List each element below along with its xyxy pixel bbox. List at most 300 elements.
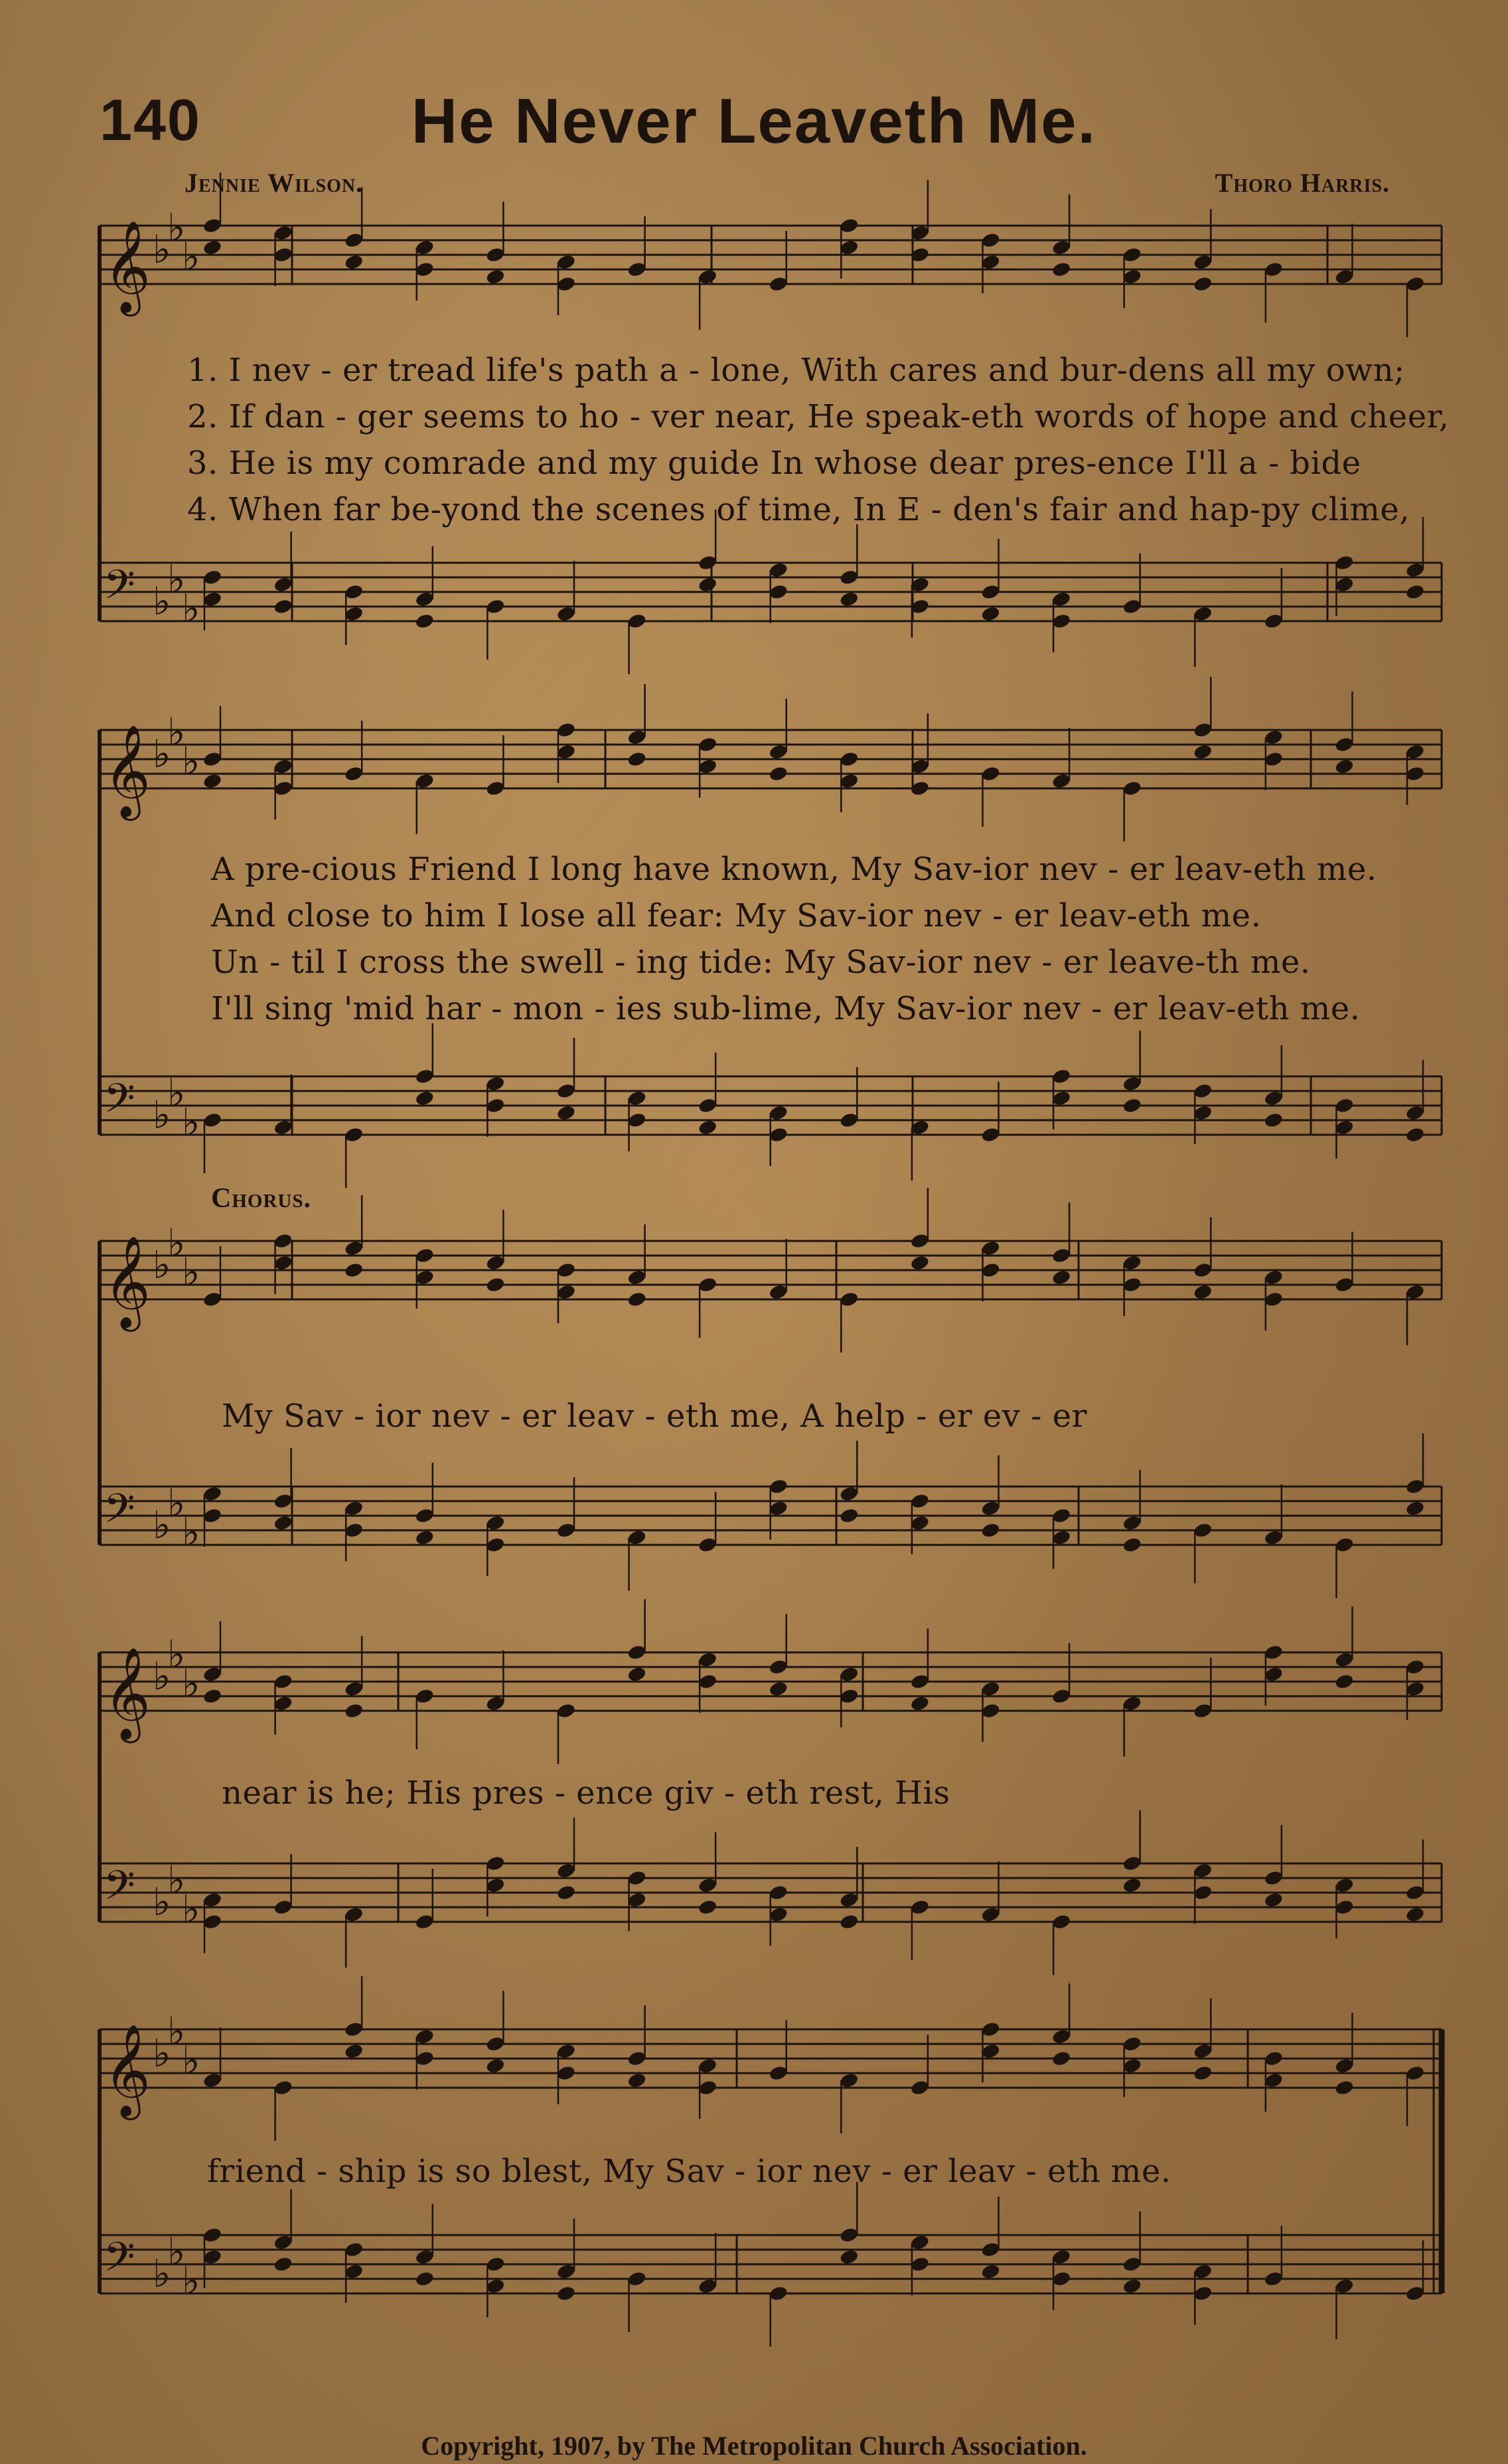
note-head: [1122, 2256, 1142, 2273]
verse-lyric-line: 1. I nev - er tread life's path a - lone, With cares and bur-dens all my own;: [187, 352, 1405, 389]
note-head: [698, 1877, 718, 1894]
note-head: [1193, 721, 1213, 739]
note-head: [910, 1695, 931, 1712]
note-head: [1051, 772, 1072, 790]
bass-clef-icon: 𝄢: [104, 561, 135, 618]
flat-icon: ♭: [167, 1070, 186, 1116]
flat-icon: ♭: [153, 227, 171, 272]
note-head: [1193, 2285, 1213, 2302]
note-head: [1334, 576, 1355, 593]
note-head: [485, 246, 506, 263]
note-head: [414, 239, 435, 256]
note-head: [485, 1276, 506, 1293]
flat-icon: ♭: [182, 1510, 200, 1555]
note-head: [1405, 1658, 1426, 1676]
note-head: [627, 1090, 647, 1107]
note-head: [1051, 261, 1072, 278]
note-head: [1051, 1529, 1072, 1546]
flat-icon: ♭: [153, 579, 171, 624]
note-head: [202, 217, 223, 234]
note-head: [556, 1283, 577, 1301]
note-head: [910, 1254, 931, 1271]
note-head: [1264, 261, 1284, 278]
note-head: [980, 1240, 1001, 1257]
note-head: [980, 2021, 1001, 2038]
note-head: [414, 2028, 435, 2045]
bass-clef-icon: 𝄢: [104, 1075, 135, 1132]
note-head: [202, 1891, 223, 1909]
note-head: [768, 765, 789, 782]
note-head: [273, 1899, 293, 1916]
note-head: [273, 2079, 293, 2096]
bass-clef-icon: 𝄢: [104, 2234, 135, 2291]
note-head: [414, 2270, 435, 2287]
note-head: [344, 2043, 364, 2060]
flat-icon: ♭: [167, 1632, 186, 1677]
note-head: [485, 598, 506, 615]
verse-lyric-line: And close to him I lose all fear: My Sav-ior nev - er leav-eth me.: [211, 897, 1262, 934]
flat-icon: ♭: [153, 2031, 171, 2076]
note-head: [980, 1680, 1001, 1698]
note-head: [839, 1688, 860, 1705]
flat-icon: ♭: [153, 1502, 171, 1548]
note-head: [627, 1644, 647, 1661]
note-head: [627, 2050, 647, 2067]
note-head: [1405, 1283, 1426, 1301]
note-head: [1051, 1688, 1072, 1705]
note-head: [273, 598, 293, 615]
note-head: [980, 2263, 1001, 2280]
note-head: [627, 751, 647, 768]
bass-clef-icon: 𝄢: [104, 1485, 135, 1542]
note-head: [768, 275, 789, 293]
note-head: [1051, 1913, 1072, 1930]
note-head: [1122, 1097, 1142, 1114]
note-head: [627, 1869, 647, 1887]
flat-icon: ♭: [182, 1887, 200, 1932]
flat-icon: ♭: [167, 1220, 186, 1266]
note-head: [1264, 1112, 1284, 1129]
note-head: [273, 1254, 293, 1271]
note-head: [1051, 1247, 1072, 1264]
note-head: [1264, 2072, 1284, 2089]
verse-lyric-line: Un - til I cross the swell - ing tide: My Sav-ior nev - er leave-th me.: [211, 944, 1311, 981]
flat-icon: ♭: [153, 731, 171, 776]
note-head: [1193, 1104, 1213, 1122]
note-head: [768, 743, 789, 761]
note-head: [980, 1500, 1001, 1517]
note-head: [839, 569, 860, 586]
note-head: [839, 772, 860, 790]
note-head: [698, 736, 718, 753]
note-head: [980, 1522, 1001, 1539]
chorus-label: Chorus.: [211, 1183, 311, 1214]
note-head: [414, 1090, 435, 1107]
lyricist-credit: Jennie Wilson.: [185, 168, 364, 198]
note-head: [1405, 743, 1426, 761]
note-head: [273, 2256, 293, 2273]
note-head: [1051, 2028, 1072, 2045]
note-head: [980, 232, 1001, 249]
note-head: [1122, 598, 1142, 615]
flat-icon: ♭: [182, 2258, 200, 2303]
note-head: [1264, 751, 1284, 768]
note-head: [627, 613, 647, 630]
note-head: [485, 1075, 506, 1092]
note-head: [910, 2256, 931, 2273]
flat-icon: ♭: [153, 1654, 171, 1699]
note-head: [344, 2241, 364, 2258]
note-head: [202, 2072, 223, 2089]
note-head: [910, 1492, 931, 1510]
note-head: [768, 1680, 789, 1698]
note-head: [273, 1673, 293, 1690]
note-head: [414, 1688, 435, 1705]
note-head: [1122, 2057, 1142, 2074]
note-head: [414, 1913, 435, 1930]
treble-clef-icon: 𝄞: [104, 2024, 151, 2116]
note-head: [698, 758, 718, 775]
note-head: [414, 591, 435, 608]
hymn-title: He Never Leaveth Me.: [411, 86, 1097, 157]
note-head: [1193, 2043, 1213, 2060]
note-head: [627, 729, 647, 746]
note-head: [414, 772, 435, 790]
note-head: [485, 1695, 506, 1712]
note-head: [485, 1097, 506, 1114]
note-head: [485, 1254, 506, 1271]
note-head: [344, 1126, 364, 1143]
note-head: [273, 1119, 293, 1136]
note-head: [1264, 1891, 1284, 1909]
note-head: [698, 2079, 718, 2096]
note-head: [485, 2035, 506, 2053]
note-head: [1334, 736, 1355, 753]
note-head: [556, 254, 577, 271]
note-head: [202, 2248, 223, 2266]
note-head: [768, 2065, 789, 2082]
note-head: [768, 583, 789, 601]
note-head: [1122, 1276, 1142, 1293]
note-head: [1264, 1644, 1284, 1661]
note-head: [1122, 1254, 1142, 1271]
note-head: [273, 1514, 293, 1532]
note-head: [1193, 2263, 1213, 2280]
bass-clef-icon: 𝄢: [104, 1862, 135, 1919]
flat-icon: ♭: [182, 2038, 200, 2083]
note-head: [1405, 1126, 1426, 1143]
note-head: [839, 2226, 860, 2244]
flat-icon: ♭: [167, 1481, 186, 1526]
note-head: [1122, 1075, 1142, 1092]
note-head: [202, 1485, 223, 1502]
note-head: [1334, 1877, 1355, 1894]
note-head: [980, 2043, 1001, 2060]
flat-icon: ♭: [167, 205, 186, 250]
note-head: [202, 591, 223, 608]
flat-icon: ♭: [153, 1092, 171, 1137]
note-head: [1193, 2065, 1213, 2082]
verse-lyric-line: 2. If dan - ger seems to ho - ver near, He speak-eth words of hope and cheer,: [187, 398, 1450, 435]
note-head: [414, 1247, 435, 1264]
note-head: [1193, 1283, 1213, 1301]
treble-clef-icon: 𝄞: [104, 220, 151, 313]
note-head: [202, 1507, 223, 1524]
note-head: [1264, 2270, 1284, 2287]
note-head: [556, 1082, 577, 1100]
note-head: [1334, 2079, 1355, 2096]
chorus-lyric-line: near is he; His pres - ence giv - eth rest, His: [222, 1775, 950, 1812]
hymn-number: 140: [100, 87, 201, 153]
flat-icon: ♭: [167, 2229, 186, 2274]
note-head: [1264, 1869, 1284, 1887]
note-head: [485, 1536, 506, 1554]
note-head: [1405, 1478, 1426, 1495]
note-head: [1264, 1090, 1284, 1107]
note-head: [1051, 1090, 1072, 1107]
note-head: [1193, 1884, 1213, 1901]
note-head: [627, 261, 647, 278]
verse-lyric-line: A pre-cious Friend I long have known, My Sav-ior nev - er leav-eth me.: [211, 851, 1377, 888]
note-head: [768, 1500, 789, 1517]
note-head: [980, 1702, 1001, 1719]
note-head: [485, 2256, 506, 2273]
note-head: [768, 1104, 789, 1122]
flat-icon: ♭: [182, 1661, 200, 1706]
note-head: [273, 758, 293, 775]
note-head: [344, 1522, 364, 1539]
note-head: [1122, 1695, 1142, 1712]
note-head: [273, 1695, 293, 1712]
note-head: [1193, 1702, 1213, 1719]
note-head: [1405, 765, 1426, 782]
note-head: [1334, 554, 1355, 571]
note-head: [344, 583, 364, 601]
note-head: [414, 1507, 435, 1524]
note-head: [910, 2234, 931, 2251]
note-head: [344, 1500, 364, 1517]
note-head: [1193, 1262, 1213, 1279]
note-head: [1334, 1276, 1355, 1293]
note-head: [485, 268, 506, 285]
note-head: [1405, 2065, 1426, 2082]
note-head: [839, 217, 860, 234]
note-head: [1122, 1536, 1142, 1554]
note-head: [1264, 1666, 1284, 1683]
note-head: [344, 1240, 364, 1257]
note-head: [1051, 613, 1072, 630]
note-head: [1122, 268, 1142, 285]
note-head: [1051, 239, 1072, 256]
note-head: [1193, 254, 1213, 271]
note-head: [556, 2285, 577, 2302]
note-head: [1405, 275, 1426, 293]
note-head: [627, 1291, 647, 1308]
note-head: [202, 772, 223, 790]
note-head: [910, 1899, 931, 1916]
note-head: [273, 576, 293, 593]
note-head: [273, 246, 293, 263]
note-head: [910, 2079, 931, 2096]
note-head: [1193, 1862, 1213, 1879]
verse-lyric-line: 4. When far be-yond the scenes of time, In E - den's fair and hap-py clime,: [187, 491, 1410, 528]
note-head: [556, 1104, 577, 1122]
note-head: [768, 1658, 789, 1676]
note-head: [980, 1262, 1001, 1279]
note-head: [1264, 1291, 1284, 1308]
note-head: [344, 232, 364, 249]
note-head: [1405, 1906, 1426, 1923]
note-head: [485, 2057, 506, 2074]
note-head: [980, 2241, 1001, 2258]
note-head: [698, 1673, 718, 1690]
note-head: [344, 1906, 364, 1923]
note-head: [1051, 591, 1072, 608]
verse-lyric-line: 3. He is my comrade and my guide In whose dear pres-ence I'll a - bide: [187, 445, 1361, 482]
note-head: [698, 1119, 718, 1136]
note-head: [839, 1913, 860, 1930]
flat-icon: ♭: [153, 2251, 171, 2296]
note-head: [910, 1673, 931, 1690]
note-head: [414, 1068, 435, 1085]
note-head: [1122, 1514, 1142, 1532]
note-head: [627, 1891, 647, 1909]
note-head: [273, 2234, 293, 2251]
note-head: [556, 1702, 577, 1719]
note-head: [768, 561, 789, 579]
note-head: [1051, 1068, 1072, 1085]
note-head: [344, 1702, 364, 1719]
note-head: [1334, 758, 1355, 775]
flat-icon: ♭: [167, 1857, 186, 1903]
note-head: [202, 1913, 223, 1930]
note-head: [202, 239, 223, 256]
note-head: [839, 1666, 860, 1683]
note-head: [698, 1536, 718, 1554]
note-head: [1193, 605, 1213, 622]
note-head: [839, 591, 860, 608]
note-head: [1264, 2050, 1284, 2067]
note-head: [485, 780, 506, 797]
note-head: [1193, 1522, 1213, 1539]
note-head: [1334, 1673, 1355, 1690]
note-head: [273, 224, 293, 242]
note-head: [556, 605, 577, 622]
note-head: [698, 554, 718, 571]
note-head: [839, 2248, 860, 2266]
note-head: [910, 1232, 931, 1250]
note-head: [698, 268, 718, 285]
note-head: [627, 1666, 647, 1683]
note-head: [980, 1126, 1001, 1143]
note-head: [1405, 1500, 1426, 1517]
note-head: [1405, 583, 1426, 601]
note-head: [414, 261, 435, 278]
note-head: [1051, 1269, 1072, 1286]
chorus-lyric-line: friend - ship is so blest, My Sav - ior nev - er leav - eth me.: [207, 2153, 1171, 2190]
note-head: [839, 1507, 860, 1524]
note-head: [344, 254, 364, 271]
note-head: [839, 1291, 860, 1308]
note-head: [839, 1112, 860, 1129]
note-head: [839, 239, 860, 256]
note-head: [556, 1522, 577, 1539]
note-head: [202, 1291, 223, 1308]
note-head: [556, 275, 577, 293]
note-head: [1051, 2270, 1072, 2287]
note-head: [556, 2065, 577, 2082]
note-head: [1193, 1082, 1213, 1100]
note-head: [768, 1906, 789, 1923]
note-head: [980, 1906, 1001, 1923]
note-head: [627, 1112, 647, 1129]
chorus-lyric-line: My Sav - ior nev - er leav - eth me, A help - er ev - er: [222, 1398, 1087, 1435]
flat-icon: ♭: [153, 1242, 171, 1287]
flat-icon: ♭: [182, 739, 200, 784]
note-head: [698, 2057, 718, 2074]
flat-icon: ♭: [167, 2009, 186, 2054]
note-head: [698, 1097, 718, 1114]
note-head: [1334, 2278, 1355, 2295]
note-head: [1051, 2248, 1072, 2266]
note-head: [1334, 268, 1355, 285]
note-head: [698, 1651, 718, 1668]
note-head: [980, 605, 1001, 622]
note-head: [1193, 275, 1213, 293]
note-head: [485, 2278, 506, 2295]
note-head: [1405, 1884, 1426, 1901]
flat-icon: ♭: [167, 709, 186, 755]
note-head: [202, 751, 223, 768]
note-head: [556, 1884, 577, 1901]
composer-credit: Thoro Harris.: [1215, 168, 1390, 198]
note-head: [556, 743, 577, 761]
note-head: [414, 1529, 435, 1546]
copyright-notice: Copyright, 1907, by The Metropolitan Church Association.: [421, 2431, 1087, 2461]
note-head: [1122, 2035, 1142, 2053]
note-head: [556, 2043, 577, 2060]
note-head: [1405, 1104, 1426, 1122]
flat-icon: ♭: [182, 1250, 200, 1295]
flat-icon: ♭: [153, 1879, 171, 1924]
note-head: [768, 2285, 789, 2302]
note-head: [1405, 2285, 1426, 2302]
note-head: [1405, 561, 1426, 579]
note-head: [344, 2263, 364, 2280]
note-head: [414, 613, 435, 630]
note-head: [1264, 1529, 1284, 1546]
note-head: [485, 1514, 506, 1532]
note-head: [202, 1112, 223, 1129]
note-head: [768, 1283, 789, 1301]
note-head: [627, 2072, 647, 2089]
verse-lyric-line: I'll sing 'mid har - mon - ies sub-lime, My Sav-ior nev - er leav-eth me.: [211, 990, 1361, 1027]
note-head: [698, 1276, 718, 1293]
note-head: [344, 1262, 364, 1279]
note-head: [768, 1478, 789, 1495]
note-head: [627, 1529, 647, 1546]
note-head: [202, 2226, 223, 2244]
note-head: [1334, 1651, 1355, 1668]
flat-icon: ♭: [182, 1100, 200, 1145]
note-head: [627, 1269, 647, 1286]
note-head: [556, 2263, 577, 2280]
note-head: [202, 1688, 223, 1705]
note-head: [1051, 2050, 1072, 2067]
treble-clef-icon: 𝄞: [104, 1236, 151, 1328]
note-head: [1334, 1899, 1355, 1916]
note-head: [344, 765, 364, 782]
